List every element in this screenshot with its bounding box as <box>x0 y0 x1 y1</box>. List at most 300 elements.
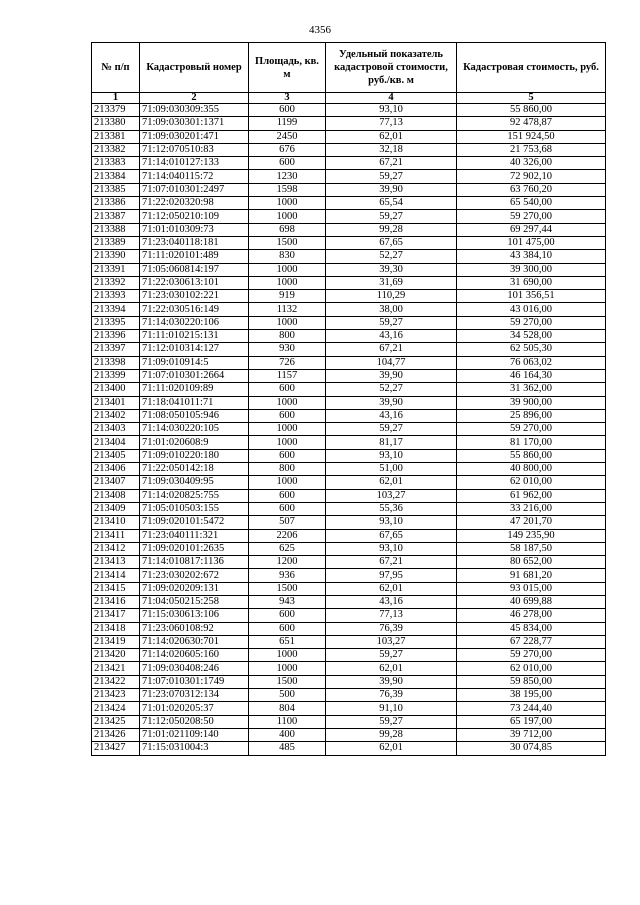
table-row <box>92 662 606 675</box>
table-row <box>92 316 606 329</box>
unit-rate: 43,16 <box>326 330 457 343</box>
table-row <box>92 569 606 582</box>
row-number: 213408 <box>92 489 140 502</box>
area: 400 <box>249 728 326 741</box>
table-body <box>92 104 606 756</box>
table-row <box>92 742 606 755</box>
cadastral-value: 31 362,00 <box>457 383 606 396</box>
table-row <box>92 303 606 316</box>
row-number: 213398 <box>92 356 140 369</box>
unit-rate: 39,90 <box>326 396 457 409</box>
row-number: 213423 <box>92 689 140 702</box>
row-number: 213405 <box>92 449 140 462</box>
cadastral-number: 71:15:031004:3 <box>140 742 249 755</box>
cadastral-number: 71:05:010503:155 <box>140 502 249 515</box>
cadastral-value: 81 170,00 <box>457 436 606 449</box>
unit-rate: 51,00 <box>326 463 457 476</box>
cadastral-number: 71:23:030102:221 <box>140 290 249 303</box>
cadastral-value: 93 015,00 <box>457 582 606 595</box>
cadastral-value: 101 475,00 <box>457 236 606 249</box>
cadastral-number: 71:23:070312:134 <box>140 689 249 702</box>
unit-rate: 39,90 <box>326 675 457 688</box>
unit-rate: 99,28 <box>326 728 457 741</box>
area: 1598 <box>249 183 326 196</box>
unit-rate: 59,27 <box>326 715 457 728</box>
unit-rate: 62,01 <box>326 582 457 595</box>
table-row <box>92 502 606 515</box>
area: 1157 <box>249 369 326 382</box>
area: 600 <box>249 104 326 117</box>
row-number: 213406 <box>92 463 140 476</box>
cadastral-value-table <box>91 42 606 756</box>
table-row <box>92 157 606 170</box>
cadastral-value: 39 900,00 <box>457 396 606 409</box>
cadastral-value: 25 896,00 <box>457 409 606 422</box>
row-number: 213410 <box>92 516 140 529</box>
area: 1000 <box>249 649 326 662</box>
unit-rate: 43,16 <box>326 595 457 608</box>
unit-rate: 62,01 <box>326 742 457 755</box>
row-number: 213400 <box>92 383 140 396</box>
row-number: 213402 <box>92 409 140 422</box>
cadastral-number: 71:07:010301:1749 <box>140 675 249 688</box>
table-row <box>92 649 606 662</box>
area: 625 <box>249 542 326 555</box>
unit-rate: 62,01 <box>326 476 457 489</box>
cadastral-value: 58 187,50 <box>457 542 606 555</box>
table-row <box>92 104 606 117</box>
column-number: 2 <box>140 93 249 104</box>
header-area: Площадь, кв. м <box>249 43 326 93</box>
cadastral-number: 71:09:020101:5472 <box>140 516 249 529</box>
cadastral-number: 71:22:030516:149 <box>140 303 249 316</box>
table-row <box>92 197 606 210</box>
cadastral-number: 71:09:030201:471 <box>140 130 249 143</box>
area: 800 <box>249 463 326 476</box>
table-row <box>92 449 606 462</box>
unit-rate: 52,27 <box>326 383 457 396</box>
area: 698 <box>249 223 326 236</box>
unit-rate: 103,27 <box>326 489 457 502</box>
area: 1000 <box>249 662 326 675</box>
table-row <box>92 635 606 648</box>
table-row <box>92 542 606 555</box>
cadastral-value: 65 197,00 <box>457 715 606 728</box>
column-number: 5 <box>457 93 606 104</box>
cadastral-number: 71:09:030409:95 <box>140 476 249 489</box>
cadastral-value: 47 201,70 <box>457 516 606 529</box>
unit-rate: 43,16 <box>326 409 457 422</box>
area: 1000 <box>249 276 326 289</box>
cadastral-value: 59 270,00 <box>457 210 606 223</box>
cadastral-number: 71:12:050208:50 <box>140 715 249 728</box>
area: 651 <box>249 635 326 648</box>
unit-rate: 67,21 <box>326 343 457 356</box>
area: 1000 <box>249 396 326 409</box>
row-number: 213393 <box>92 290 140 303</box>
table-row <box>92 276 606 289</box>
cadastral-value: 67 228,77 <box>457 635 606 648</box>
table-row <box>92 476 606 489</box>
area: 2450 <box>249 130 326 143</box>
area: 1132 <box>249 303 326 316</box>
cadastral-value: 55 860,00 <box>457 104 606 117</box>
cadastral-number: 71:22:050142:18 <box>140 463 249 476</box>
area: 507 <box>249 516 326 529</box>
header-cadastral-number: Кадастровый номер <box>140 43 249 93</box>
cadastral-value: 62 010,00 <box>457 662 606 675</box>
row-number: 213383 <box>92 157 140 170</box>
row-number: 213409 <box>92 502 140 515</box>
unit-rate: 67,21 <box>326 157 457 170</box>
unit-rate: 59,27 <box>326 170 457 183</box>
table-row <box>92 396 606 409</box>
table-row <box>92 689 606 702</box>
cadastral-number: 71:07:010301:2664 <box>140 369 249 382</box>
column-number: 1 <box>92 93 140 104</box>
cadastral-value: 59 270,00 <box>457 423 606 436</box>
area: 2206 <box>249 529 326 542</box>
area: 726 <box>249 356 326 369</box>
unit-rate: 81,17 <box>326 436 457 449</box>
cadastral-number: 71:23:030202:672 <box>140 569 249 582</box>
row-number: 213401 <box>92 396 140 409</box>
cadastral-value: 39 300,00 <box>457 263 606 276</box>
cadastral-number: 71:08:050105:946 <box>140 409 249 422</box>
row-number: 213417 <box>92 609 140 622</box>
unit-rate: 91,10 <box>326 702 457 715</box>
unit-rate: 93,10 <box>326 516 457 529</box>
row-number: 213392 <box>92 276 140 289</box>
unit-rate: 59,27 <box>326 423 457 436</box>
area: 1199 <box>249 117 326 130</box>
cadastral-number: 71:09:010220:180 <box>140 449 249 462</box>
unit-rate: 52,27 <box>326 250 457 263</box>
table-row <box>92 170 606 183</box>
area: 485 <box>249 742 326 755</box>
unit-rate: 99,28 <box>326 223 457 236</box>
table-row <box>92 383 606 396</box>
area: 600 <box>249 449 326 462</box>
unit-rate: 67,21 <box>326 556 457 569</box>
cadastral-number: 71:01:021109:140 <box>140 728 249 741</box>
cadastral-value: 43 384,10 <box>457 250 606 263</box>
area: 919 <box>249 290 326 303</box>
row-number: 213412 <box>92 542 140 555</box>
cadastral-number: 71:09:020209:131 <box>140 582 249 595</box>
unit-rate: 59,27 <box>326 210 457 223</box>
table-row <box>92 728 606 741</box>
cadastral-value: 31 690,00 <box>457 276 606 289</box>
area: 1000 <box>249 316 326 329</box>
cadastral-value: 63 760,20 <box>457 183 606 196</box>
unit-rate: 77,13 <box>326 609 457 622</box>
row-number: 213411 <box>92 529 140 542</box>
area: 1200 <box>249 556 326 569</box>
table-row <box>92 556 606 569</box>
table-row <box>92 183 606 196</box>
area: 1000 <box>249 263 326 276</box>
cadastral-value: 34 528,00 <box>457 330 606 343</box>
table-row <box>92 702 606 715</box>
area: 1500 <box>249 236 326 249</box>
row-number: 213385 <box>92 183 140 196</box>
row-number: 213415 <box>92 582 140 595</box>
cadastral-number: 71:11:020101:489 <box>140 250 249 263</box>
cadastral-number: 71:22:030613:101 <box>140 276 249 289</box>
table-row <box>92 369 606 382</box>
row-number: 213414 <box>92 569 140 582</box>
header-cadastral-value: Кадастровая стоимость, руб. <box>457 43 606 93</box>
cadastral-value: 61 962,00 <box>457 489 606 502</box>
cadastral-number: 71:14:020605:160 <box>140 649 249 662</box>
cadastral-value: 92 478,87 <box>457 117 606 130</box>
row-number: 213381 <box>92 130 140 143</box>
table-row <box>92 330 606 343</box>
table-row <box>92 715 606 728</box>
area: 600 <box>249 409 326 422</box>
table-row <box>92 210 606 223</box>
cadastral-number: 71:01:020608:9 <box>140 436 249 449</box>
row-number: 213403 <box>92 423 140 436</box>
cadastral-value: 45 834,00 <box>457 622 606 635</box>
cadastral-number: 71:09:010914:5 <box>140 356 249 369</box>
table-row <box>92 250 606 263</box>
unit-rate: 76,39 <box>326 622 457 635</box>
row-number: 213388 <box>92 223 140 236</box>
table-row <box>92 436 606 449</box>
unit-rate: 93,10 <box>326 104 457 117</box>
area: 600 <box>249 157 326 170</box>
page-number: 4356 <box>309 24 331 36</box>
row-number: 213386 <box>92 197 140 210</box>
row-number: 213389 <box>92 236 140 249</box>
row-number: 213396 <box>92 330 140 343</box>
unit-rate: 38,00 <box>326 303 457 316</box>
unit-rate: 62,01 <box>326 662 457 675</box>
cadastral-number: 71:09:030309:355 <box>140 104 249 117</box>
area: 1000 <box>249 197 326 210</box>
table-row <box>92 143 606 156</box>
unit-rate: 93,10 <box>326 542 457 555</box>
cadastral-number: 71:14:010127:133 <box>140 157 249 170</box>
area: 1000 <box>249 210 326 223</box>
table-row <box>92 463 606 476</box>
table-row <box>92 290 606 303</box>
cadastral-value: 65 540,00 <box>457 197 606 210</box>
table-row <box>92 263 606 276</box>
unit-rate: 32,18 <box>326 143 457 156</box>
cadastral-number: 71:23:040118:181 <box>140 236 249 249</box>
unit-rate: 59,27 <box>326 316 457 329</box>
cadastral-value: 40 699,88 <box>457 595 606 608</box>
unit-rate: 31,69 <box>326 276 457 289</box>
area: 1000 <box>249 436 326 449</box>
area: 600 <box>249 609 326 622</box>
column-number: 3 <box>249 93 326 104</box>
area: 600 <box>249 489 326 502</box>
row-number: 213425 <box>92 715 140 728</box>
table-row <box>92 236 606 249</box>
table-row <box>92 609 606 622</box>
cadastral-value: 21 753,68 <box>457 143 606 156</box>
cadastral-value: 59 850,00 <box>457 675 606 688</box>
cadastral-number: 71:18:041011:71 <box>140 396 249 409</box>
area: 1230 <box>249 170 326 183</box>
cadastral-value: 76 063,02 <box>457 356 606 369</box>
area: 804 <box>249 702 326 715</box>
area: 943 <box>249 595 326 608</box>
area: 600 <box>249 383 326 396</box>
column-number-row <box>92 93 606 104</box>
table-row <box>92 223 606 236</box>
header-row <box>92 43 606 93</box>
cadastral-value: 62 010,00 <box>457 476 606 489</box>
unit-rate: 59,27 <box>326 649 457 662</box>
area: 1000 <box>249 423 326 436</box>
cadastral-value: 30 074,85 <box>457 742 606 755</box>
unit-rate: 67,65 <box>326 529 457 542</box>
cadastral-value: 43 016,00 <box>457 303 606 316</box>
row-number: 213395 <box>92 316 140 329</box>
unit-rate: 39,90 <box>326 183 457 196</box>
cadastral-number: 71:01:010309:73 <box>140 223 249 236</box>
cadastral-number: 71:12:010314:127 <box>140 343 249 356</box>
row-number: 213418 <box>92 622 140 635</box>
cadastral-number: 71:14:040115:72 <box>140 170 249 183</box>
table-row <box>92 409 606 422</box>
unit-rate: 97,95 <box>326 569 457 582</box>
cadastral-value: 38 195,00 <box>457 689 606 702</box>
cadastral-number: 71:12:070510:83 <box>140 143 249 156</box>
row-number: 213382 <box>92 143 140 156</box>
cadastral-value: 80 652,00 <box>457 556 606 569</box>
unit-rate: 76,39 <box>326 689 457 702</box>
unit-rate: 93,10 <box>326 449 457 462</box>
row-number: 213384 <box>92 170 140 183</box>
table-row <box>92 622 606 635</box>
row-number: 213427 <box>92 742 140 755</box>
row-number: 213419 <box>92 635 140 648</box>
cadastral-value: 33 216,00 <box>457 502 606 515</box>
cadastral-number: 71:09:020101:2635 <box>140 542 249 555</box>
cadastral-number: 71:14:030220:105 <box>140 423 249 436</box>
row-number: 213387 <box>92 210 140 223</box>
area: 1100 <box>249 715 326 728</box>
area: 500 <box>249 689 326 702</box>
unit-rate: 104,77 <box>326 356 457 369</box>
cadastral-value: 46 164,30 <box>457 369 606 382</box>
row-number: 213426 <box>92 728 140 741</box>
table-row <box>92 582 606 595</box>
area: 800 <box>249 330 326 343</box>
row-number: 213380 <box>92 117 140 130</box>
row-number: 213399 <box>92 369 140 382</box>
cadastral-value: 91 681,20 <box>457 569 606 582</box>
cadastral-value: 101 356,51 <box>457 290 606 303</box>
table-row <box>92 343 606 356</box>
table-row <box>92 675 606 688</box>
row-number: 213404 <box>92 436 140 449</box>
unit-rate: 77,13 <box>326 117 457 130</box>
row-number: 213390 <box>92 250 140 263</box>
area: 1000 <box>249 476 326 489</box>
area: 600 <box>249 502 326 515</box>
unit-rate: 65,54 <box>326 197 457 210</box>
row-number: 213424 <box>92 702 140 715</box>
cadastral-number: 71:11:010215:131 <box>140 330 249 343</box>
unit-rate: 103,27 <box>326 635 457 648</box>
area: 930 <box>249 343 326 356</box>
row-number: 213394 <box>92 303 140 316</box>
area: 1500 <box>249 582 326 595</box>
cadastral-value: 46 278,00 <box>457 609 606 622</box>
cadastral-number: 71:14:020630:701 <box>140 635 249 648</box>
cadastral-number: 71:14:010817:1136 <box>140 556 249 569</box>
row-number: 213420 <box>92 649 140 662</box>
cadastral-value: 40 800,00 <box>457 463 606 476</box>
cadastral-number: 71:11:020109:89 <box>140 383 249 396</box>
table-row <box>92 130 606 143</box>
cadastral-number: 71:12:050210:109 <box>140 210 249 223</box>
table-row <box>92 423 606 436</box>
cadastral-value: 62 505,30 <box>457 343 606 356</box>
header-unit-rate: Удельный показатель кадастровой стоимости, руб./кв. м <box>326 43 457 93</box>
cadastral-number: 71:22:020320:98 <box>140 197 249 210</box>
cadastral-value: 69 297,44 <box>457 223 606 236</box>
area: 600 <box>249 622 326 635</box>
area: 676 <box>249 143 326 156</box>
area: 936 <box>249 569 326 582</box>
column-number: 4 <box>326 93 457 104</box>
cadastral-value: 40 326,00 <box>457 157 606 170</box>
area: 1500 <box>249 675 326 688</box>
cadastral-value: 39 712,00 <box>457 728 606 741</box>
cadastral-number: 71:07:010301:2497 <box>140 183 249 196</box>
unit-rate: 39,30 <box>326 263 457 276</box>
cadastral-number: 71:09:030408:246 <box>140 662 249 675</box>
cadastral-number: 71:14:030220:106 <box>140 316 249 329</box>
cadastral-value: 55 860,00 <box>457 449 606 462</box>
cadastral-value: 59 270,00 <box>457 649 606 662</box>
area: 830 <box>249 250 326 263</box>
row-number: 213407 <box>92 476 140 489</box>
cadastral-number: 71:05:060814:197 <box>140 263 249 276</box>
table-row <box>92 529 606 542</box>
row-number: 213416 <box>92 595 140 608</box>
row-number: 213379 <box>92 104 140 117</box>
cadastral-value: 72 902,10 <box>457 170 606 183</box>
table-row <box>92 489 606 502</box>
row-number: 213421 <box>92 662 140 675</box>
row-number: 213422 <box>92 675 140 688</box>
row-number: 213413 <box>92 556 140 569</box>
unit-rate: 62,01 <box>326 130 457 143</box>
cadastral-number: 71:23:040111:321 <box>140 529 249 542</box>
table-row <box>92 516 606 529</box>
table-row <box>92 117 606 130</box>
cadastral-value: 73 244,40 <box>457 702 606 715</box>
cadastral-number: 71:04:050215:258 <box>140 595 249 608</box>
cadastral-number: 71:23:060108:92 <box>140 622 249 635</box>
unit-rate: 110,29 <box>326 290 457 303</box>
header-row-number: № п/п <box>92 43 140 93</box>
cadastral-number: 71:14:020825:755 <box>140 489 249 502</box>
table-row <box>92 356 606 369</box>
table-row <box>92 595 606 608</box>
cadastral-number: 71:09:030301:1371 <box>140 117 249 130</box>
cadastral-value: 149 235,90 <box>457 529 606 542</box>
